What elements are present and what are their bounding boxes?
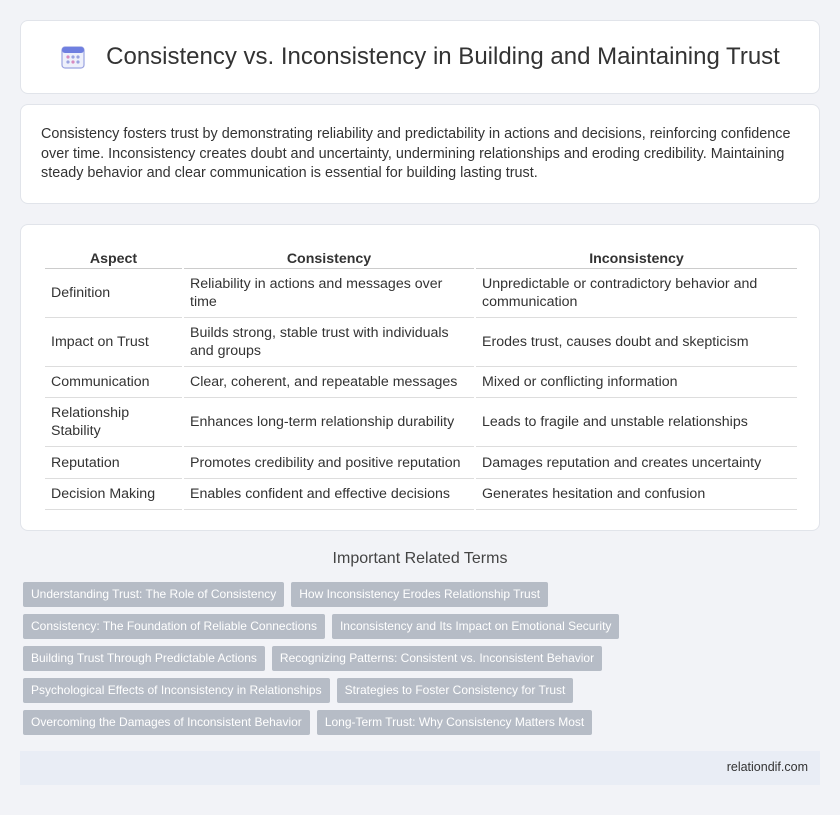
related-terms-heading: Important Related Terms <box>332 550 508 567</box>
table-cell: Reputation <box>45 447 182 479</box>
related-term-link[interactable]: Overcoming the Damages of Inconsistent Behavior <box>23 710 310 735</box>
table-cell: Enables confident and effective decisions <box>184 479 474 510</box>
table-cell: Damages reputation and creates uncertainty <box>476 447 797 479</box>
table-header-inconsistency: Inconsistency <box>476 245 797 269</box>
table-row <box>45 398 797 447</box>
table-cell: Impact on Trust <box>45 318 182 367</box>
related-term-link[interactable]: Strategies to Foster Consistency for Trust <box>337 678 574 703</box>
footer-site-link[interactable]: relationdif.com <box>726 760 808 774</box>
title-card <box>20 20 820 94</box>
table-row <box>45 367 797 398</box>
table-cell: Leads to fragile and unstable relationships <box>476 398 797 447</box>
page-title: Consistency vs. Inconsistency in Building and Maintaining Trust <box>106 43 780 70</box>
table-cell: Definition <box>45 269 182 318</box>
related-term-link[interactable]: Inconsistency and Its Impact on Emotional Security <box>332 614 619 639</box>
table-cell: Enhances long-term relationship durability <box>184 398 474 447</box>
table-cell: Builds strong, stable trust with individuals and groups <box>184 318 474 367</box>
intro-card <box>20 104 820 204</box>
table-header-aspect: Aspect <box>45 245 182 269</box>
table-cell: Communication <box>45 367 182 398</box>
table-cell: Promotes credibility and positive reputation <box>184 447 474 479</box>
comparison-table <box>43 245 799 510</box>
calendar-icon <box>60 44 86 70</box>
table-cell: Erodes trust, causes doubt and skepticism <box>476 318 797 367</box>
table-cell: Generates hesitation and confusion <box>476 479 797 510</box>
table-cell: Reliability in actions and messages over time <box>184 269 474 318</box>
table-cell: Clear, coherent, and repeatable messages <box>184 367 474 398</box>
table-header-consistency: Consistency <box>184 245 474 269</box>
related-term-link[interactable]: Consistency: The Foundation of Reliable Connections <box>23 614 325 639</box>
intro-text: Consistency fosters trust by demonstrating reliability and predictability in actions and decisions, reinforcing confidence over time. Inconsistency creates doubt and uncertainty, undermining relationships and eroding credibility. Maintaining steady behavior and clear communication is essential for building lasting trust. <box>41 126 791 181</box>
comparison-table-card <box>20 224 820 531</box>
related-term-link[interactable]: Long-Term Trust: Why Consistency Matters Most <box>317 710 592 735</box>
related-terms-section <box>20 550 820 742</box>
table-cell: Decision Making <box>45 479 182 510</box>
table-cell: Relationship Stability <box>45 398 182 447</box>
table-cell: Unpredictable or contradictory behavior and communication <box>476 269 797 318</box>
table-row <box>45 269 797 318</box>
related-term-link[interactable]: Understanding Trust: The Role of Consistency <box>23 582 284 607</box>
related-term-link[interactable]: How Inconsistency Erodes Relationship Trust <box>291 582 548 607</box>
table-row <box>45 447 797 479</box>
related-term-link[interactable]: Building Trust Through Predictable Actions <box>23 646 265 671</box>
related-terms-tags <box>20 582 820 742</box>
related-term-link[interactable]: Recognizing Patterns: Consistent vs. Inconsistent Behavior <box>272 646 602 671</box>
table-cell: Mixed or conflicting information <box>476 367 797 398</box>
related-term-link[interactable]: Psychological Effects of Inconsistency in Relationships <box>23 678 330 703</box>
footer <box>20 751 820 785</box>
table-row <box>45 479 797 510</box>
table-row <box>45 318 797 367</box>
